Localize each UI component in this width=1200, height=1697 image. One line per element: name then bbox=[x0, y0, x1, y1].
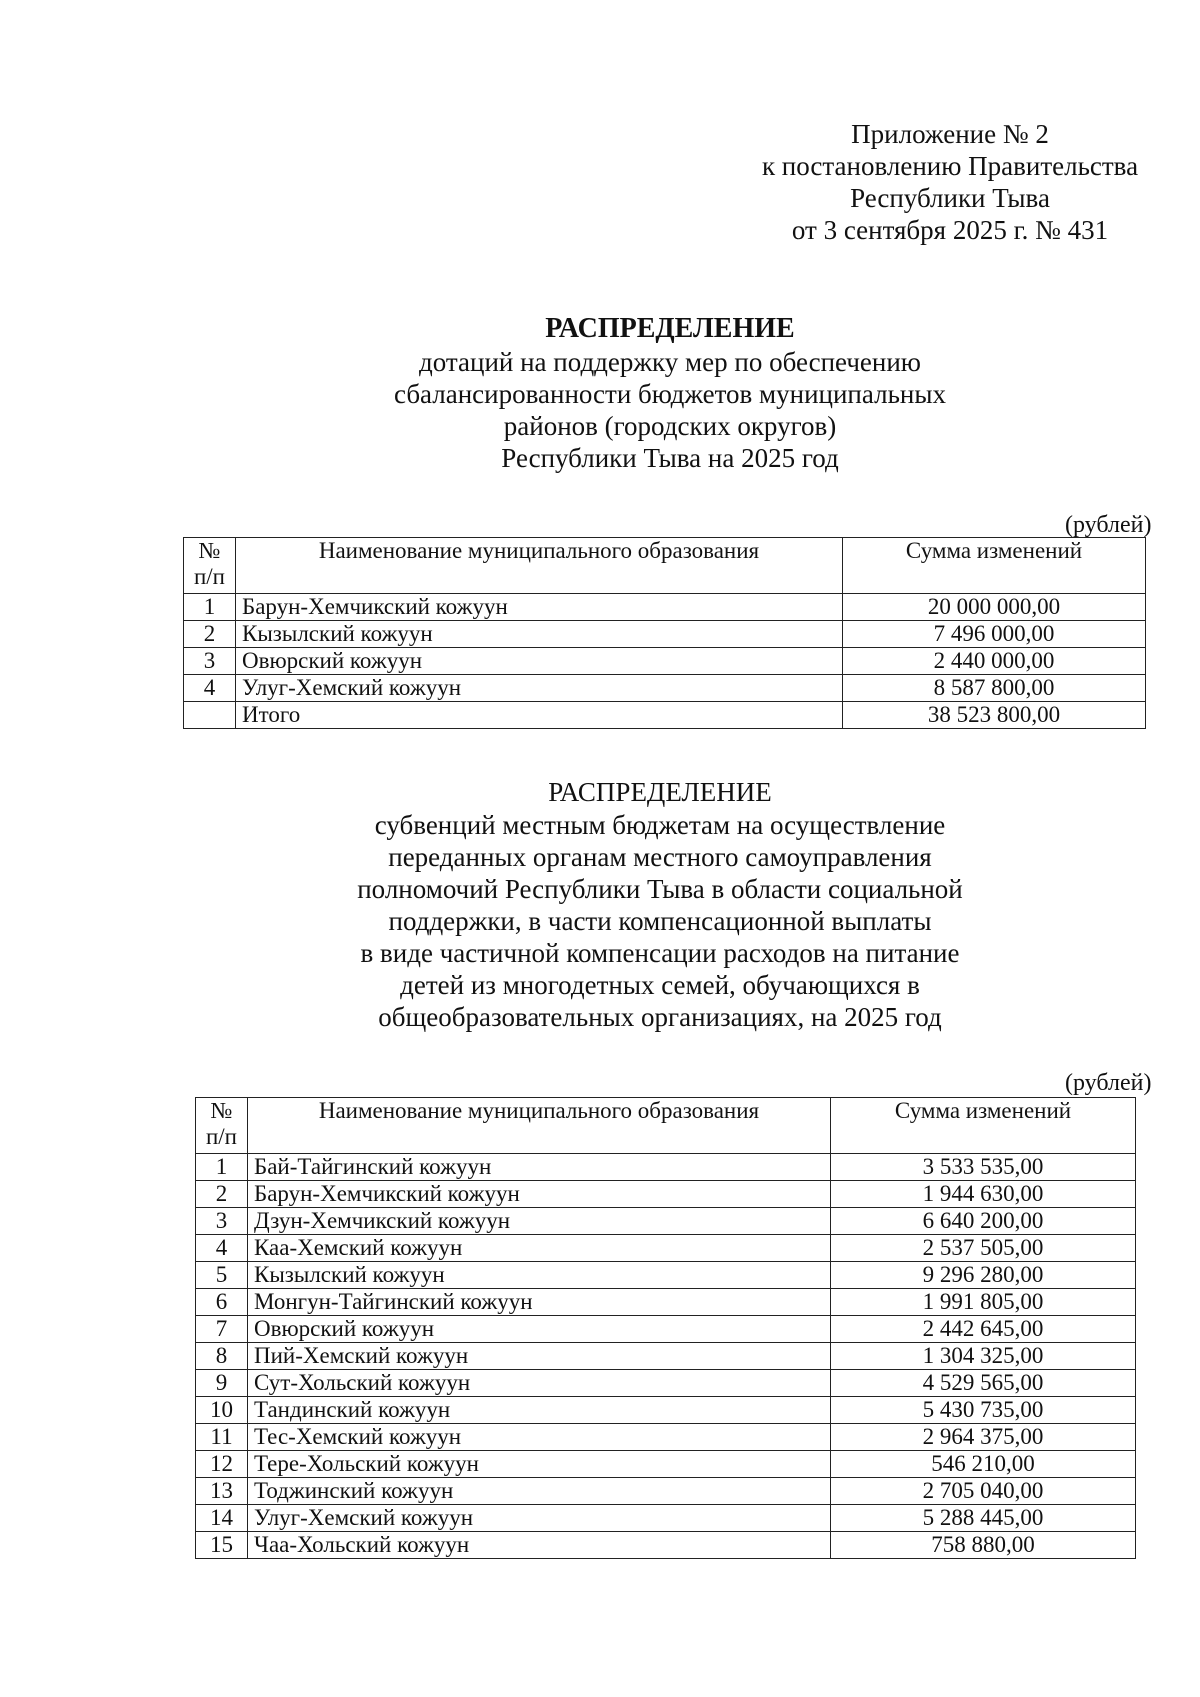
section2-subtitle-line: общеобразовательных организациях, на 2025 год bbox=[378, 1002, 942, 1032]
row-num: 2 bbox=[184, 621, 236, 648]
row-name: Овюрский кожуун bbox=[248, 1316, 831, 1343]
header-num-line2: п/п bbox=[193, 564, 225, 589]
row-num: 5 bbox=[196, 1262, 248, 1289]
table-row bbox=[184, 648, 1146, 675]
header-num bbox=[184, 538, 236, 594]
row-num: 14 bbox=[196, 1505, 248, 1532]
table-row bbox=[196, 1532, 1136, 1559]
row-sum: 3 533 535,00 bbox=[831, 1154, 1136, 1181]
total-num bbox=[184, 702, 236, 729]
section2-title: РАСПРЕДЕЛЕНИЕ bbox=[548, 777, 772, 807]
table-row bbox=[196, 1154, 1136, 1181]
row-num: 9 bbox=[196, 1370, 248, 1397]
row-sum: 6 640 200,00 bbox=[831, 1208, 1136, 1235]
row-name: Тоджинский кожуун bbox=[248, 1478, 831, 1505]
header-sum: Сумма изменений bbox=[831, 1098, 1136, 1154]
section1-heading bbox=[120, 312, 1200, 474]
row-num: 4 bbox=[184, 675, 236, 702]
section2-subtitle-line: в виде частичной компенсации расходов на питание bbox=[360, 938, 960, 968]
row-name: Барун-Хемчикский кожуун bbox=[236, 594, 843, 621]
row-num: 15 bbox=[196, 1532, 248, 1559]
section2-table bbox=[195, 1097, 1136, 1559]
table-row bbox=[196, 1235, 1136, 1262]
row-sum: 1 991 805,00 bbox=[831, 1289, 1136, 1316]
header-num-line1: № bbox=[210, 1098, 233, 1123]
row-num: 12 bbox=[196, 1451, 248, 1478]
section1-subtitle-line: сбалансированности бюджетов муниципальных bbox=[394, 379, 946, 409]
row-sum: 758 880,00 bbox=[831, 1532, 1136, 1559]
section2-subtitle-line: детей из многодетных семей, обучающихся в bbox=[400, 970, 920, 1000]
section2-subtitle-line: переданных органам местного самоуправления bbox=[388, 842, 932, 872]
row-num: 2 bbox=[196, 1181, 248, 1208]
row-name: Монгун-Тайгинский кожуун bbox=[248, 1289, 831, 1316]
total-sum: 38 523 800,00 bbox=[843, 702, 1146, 729]
table-row bbox=[196, 1181, 1136, 1208]
row-sum: 5 288 445,00 bbox=[831, 1505, 1136, 1532]
appendix-line: Республики Тыва bbox=[850, 183, 1050, 213]
table-header-row bbox=[196, 1098, 1136, 1154]
row-name: Улуг-Хемский кожуун bbox=[248, 1505, 831, 1532]
row-num: 3 bbox=[196, 1208, 248, 1235]
row-name: Овюрский кожуун bbox=[236, 648, 843, 675]
table-row bbox=[196, 1451, 1136, 1478]
section1-subtitle-line: районов (городских округов) bbox=[503, 411, 837, 441]
header-name: Наименование муниципального образования bbox=[248, 1098, 831, 1154]
appendix-line: к постановлению Правительства bbox=[761, 151, 1139, 181]
table-row bbox=[196, 1343, 1136, 1370]
row-name: Барун-Хемчикский кожуун bbox=[248, 1181, 831, 1208]
section1-subtitle-line: Республики Тыва на 2025 год bbox=[501, 443, 839, 473]
table-row bbox=[196, 1316, 1136, 1343]
section2-unit: (рублей) bbox=[1065, 1070, 1152, 1096]
row-sum: 1 304 325,00 bbox=[831, 1343, 1136, 1370]
section1-table bbox=[183, 537, 1146, 729]
section1-subtitle-line: дотаций на поддержку мер по обеспечению bbox=[419, 347, 921, 377]
table-row bbox=[196, 1370, 1136, 1397]
table-row bbox=[196, 1289, 1136, 1316]
row-num: 13 bbox=[196, 1478, 248, 1505]
row-name: Улуг-Хемский кожуун bbox=[236, 675, 843, 702]
row-sum: 546 210,00 bbox=[831, 1451, 1136, 1478]
row-name: Пий-Хемский кожуун bbox=[248, 1343, 831, 1370]
row-num: 4 bbox=[196, 1235, 248, 1262]
section1-title: РАСПРЕДЕЛЕНИЕ bbox=[545, 313, 795, 344]
row-sum: 7 496 000,00 bbox=[843, 621, 1146, 648]
appendix-block bbox=[760, 118, 1140, 246]
row-name: Тере-Хольский кожуун bbox=[248, 1451, 831, 1478]
row-name: Каа-Хемский кожуун bbox=[248, 1235, 831, 1262]
row-sum: 1 944 630,00 bbox=[831, 1181, 1136, 1208]
row-sum: 5 430 735,00 bbox=[831, 1397, 1136, 1424]
table-row bbox=[184, 675, 1146, 702]
row-name: Тес-Хемский кожуун bbox=[248, 1424, 831, 1451]
header-num bbox=[196, 1098, 248, 1154]
header-sum: Сумма изменений bbox=[843, 538, 1146, 594]
header-num-line2: п/п bbox=[205, 1124, 237, 1149]
row-name: Кызылский кожуун bbox=[236, 621, 843, 648]
row-sum: 2 537 505,00 bbox=[831, 1235, 1136, 1262]
row-sum: 2 440 000,00 bbox=[843, 648, 1146, 675]
row-num: 7 bbox=[196, 1316, 248, 1343]
row-name: Кызылский кожуун bbox=[248, 1262, 831, 1289]
row-num: 1 bbox=[184, 594, 236, 621]
row-num: 10 bbox=[196, 1397, 248, 1424]
table-row bbox=[196, 1478, 1136, 1505]
row-num: 8 bbox=[196, 1343, 248, 1370]
header-name: Наименование муниципального образования bbox=[236, 538, 843, 594]
table-row bbox=[196, 1208, 1136, 1235]
row-num: 3 bbox=[184, 648, 236, 675]
row-sum: 4 529 565,00 bbox=[831, 1370, 1136, 1397]
total-label: Итого bbox=[236, 702, 843, 729]
header-num-line1: № bbox=[198, 538, 221, 563]
section2-subtitle-line: субвенций местным бюджетам на осуществление bbox=[374, 810, 946, 840]
section2-heading bbox=[110, 775, 1200, 1033]
appendix-line: от 3 сентября 2025 г. № 431 bbox=[791, 215, 1109, 245]
table-row bbox=[196, 1505, 1136, 1532]
section2-subtitle-line: полномочий Республики Тыва в области социальной bbox=[357, 874, 963, 904]
row-sum: 2 705 040,00 bbox=[831, 1478, 1136, 1505]
table-row bbox=[196, 1397, 1136, 1424]
row-name: Тандинский кожуун bbox=[248, 1397, 831, 1424]
table-row bbox=[184, 594, 1146, 621]
row-name: Дзун-Хемчикский кожуун bbox=[248, 1208, 831, 1235]
row-name: Чаа-Хольский кожуун bbox=[248, 1532, 831, 1559]
row-sum: 2 964 375,00 bbox=[831, 1424, 1136, 1451]
table-row bbox=[196, 1424, 1136, 1451]
table-row bbox=[184, 621, 1146, 648]
row-num: 11 bbox=[196, 1424, 248, 1451]
row-num: 1 bbox=[196, 1154, 248, 1181]
row-name: Сут-Хольский кожуун bbox=[248, 1370, 831, 1397]
table-header-row bbox=[184, 538, 1146, 594]
row-sum: 20 000 000,00 bbox=[843, 594, 1146, 621]
row-name: Бай-Тайгинский кожуун bbox=[248, 1154, 831, 1181]
appendix-line: Приложение № 2 bbox=[851, 119, 1049, 149]
row-sum: 8 587 800,00 bbox=[843, 675, 1146, 702]
row-sum: 9 296 280,00 bbox=[831, 1262, 1136, 1289]
section2-subtitle-line: поддержки, в части компенсационной выплаты bbox=[388, 906, 932, 936]
row-num: 6 bbox=[196, 1289, 248, 1316]
section1-unit: (рублей) bbox=[1065, 512, 1152, 538]
table-total-row bbox=[184, 702, 1146, 729]
table-row bbox=[196, 1262, 1136, 1289]
row-sum: 2 442 645,00 bbox=[831, 1316, 1136, 1343]
